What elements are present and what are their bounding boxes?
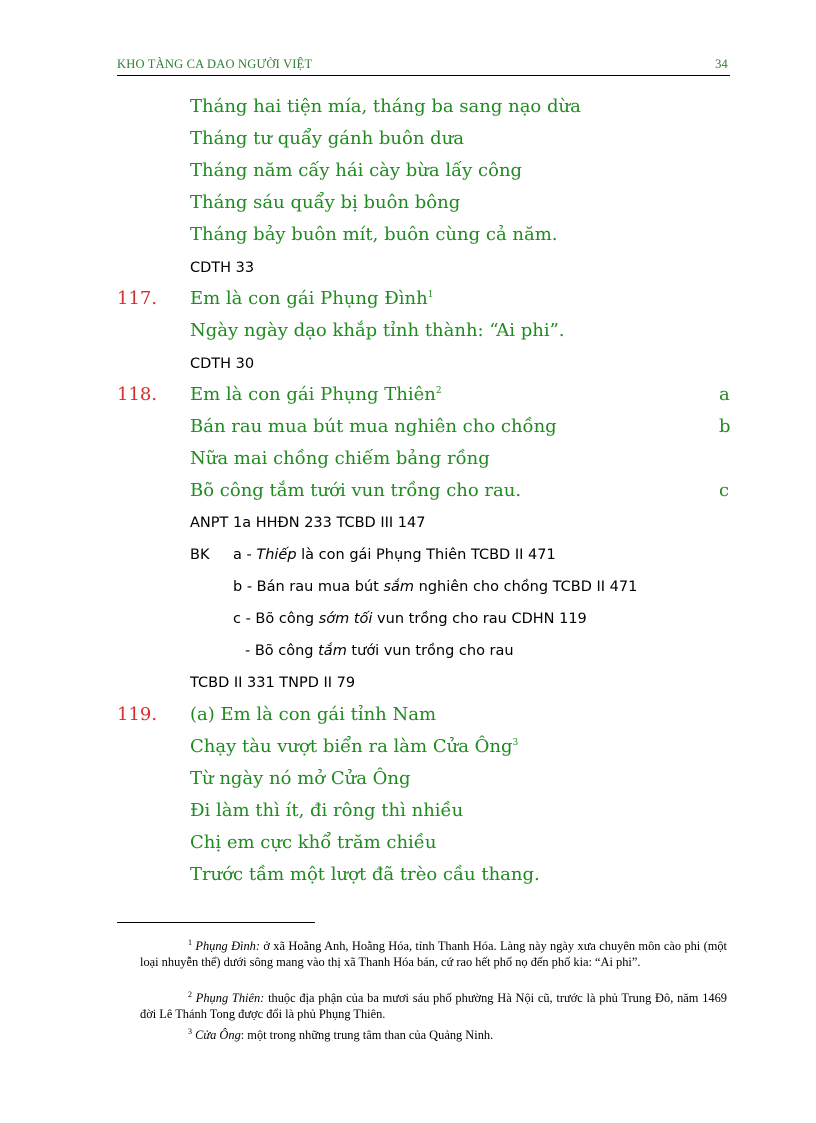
verse-text: Em là con gái Phụng Thiên: [190, 384, 436, 405]
verse-line: Đi làm thì ít, đi rông thì nhiều: [190, 800, 464, 821]
verse-line: Bán rau mua bút mua nghiên cho chồng: [190, 416, 557, 437]
footnote-term: Phụng Đình:: [195, 939, 261, 953]
footnote: [140, 990, 727, 1022]
verse-line: Từ ngày nó mở Cửa Ông: [190, 768, 411, 789]
verse-line: Tháng sáu quẩy bị buôn bông: [190, 192, 461, 213]
variant-text: a -: [233, 547, 257, 563]
variant-note: [233, 547, 556, 563]
verse-line: [190, 736, 518, 757]
entry-number: 118.: [117, 384, 158, 405]
entry-number: 119.: [117, 704, 158, 725]
entry-number: 117.: [117, 288, 158, 309]
verse-line: Chị em cực khổ trăm chiều: [190, 832, 437, 853]
source-reference: CDTH 30: [190, 356, 255, 372]
footnote-marker: 1: [427, 290, 434, 300]
source-reference: CDTH 33: [190, 260, 255, 276]
footnote-term: Cửa Ông: [195, 1028, 241, 1042]
header-title: KHO TÀNG CA DAO NGƯỜI VIỆT: [117, 57, 313, 71]
variant-marker: b: [719, 416, 731, 437]
footnote-number: 1: [188, 937, 192, 947]
variant-emphasis: tắm: [318, 643, 347, 659]
variant-emphasis: sớm tối: [318, 611, 373, 627]
variant-text: b - Bán rau mua bút: [233, 579, 384, 595]
verse-line: Nữa mai chồng chiếm bảng rồng: [190, 448, 490, 469]
page-number: 34: [715, 57, 728, 71]
footnote-number: 3: [188, 1026, 192, 1036]
variant-text: vun trồng cho rau CDHN 119: [372, 611, 587, 627]
footnote-text: thuộc địa phận của ba mươi sáu phố phường Hà Nội cũ, trước là phủ Trung Đô, năm 1469 đời Lê Thánh Tong được đổi là phủ Phụng Thiên.: [140, 991, 727, 1021]
variant-emphasis: sắm: [383, 579, 415, 595]
variant-marker: a: [719, 384, 730, 405]
footnote-marker: 3: [512, 738, 519, 748]
variant-text: - Bõ công: [245, 643, 319, 659]
variant-emphasis: Thiếp: [256, 547, 297, 563]
footnote-marker: 2: [435, 386, 442, 396]
verse-line: Trước tầm một lượt đã trèo cầu thang.: [190, 864, 540, 885]
verse-text: Chạy tàu vượt biển ra làm Cửa Ông: [190, 736, 513, 757]
footnote-text: ở xã Hoằng Anh, Hoằng Hóa, tỉnh Thanh Hóa. Làng này ngày xưa chuyên môn cào phi (một loại nhuyễn thể) dưới sông mang vào thị xã Thanh Hóa bán, cứ rao hết phố nọ đến phố kia: “Ai phi”.: [140, 939, 727, 969]
variant-text: tưới vun trồng cho rau: [346, 643, 514, 659]
source-reference: TCBD II 331 TNPD II 79: [190, 675, 356, 691]
variant-text: nghiên cho chồng TCBD II 471: [414, 579, 638, 595]
variant-marker: c: [719, 480, 730, 501]
variant-note: [233, 579, 637, 595]
verse-line: Tháng bảy buôn mít, buôn cùng cả năm.: [190, 224, 558, 245]
verse-text: Em là con gái Phụng Đình: [190, 288, 428, 309]
verse-line: Bõ công tắm tưới vun trồng cho rau.: [190, 480, 522, 501]
variant-text: là con gái Phụng Thiên TCBD II 471: [296, 547, 556, 563]
footnote-number: 2: [188, 989, 192, 999]
footnote-term: Phụng Thiên:: [195, 991, 265, 1005]
verse-line: Tháng hai tiện mía, tháng ba sang nạo dừa: [190, 96, 581, 117]
footnote: [140, 938, 727, 970]
verse-line: (a) Em là con gái tỉnh Nam: [190, 704, 437, 725]
verse-line: Tháng tư quẩy gánh buôn dưa: [190, 128, 465, 149]
page-header: [117, 55, 730, 76]
footnote: [140, 1027, 727, 1043]
source-reference: ANPT 1a HHĐN 233 TCBD III 147: [190, 515, 426, 531]
variant-note: [245, 643, 514, 659]
variant-text: c - Bõ công: [233, 611, 319, 627]
bk-label: BK: [190, 547, 210, 563]
verse-line: Tháng năm cấy hái cày bừa lấy công: [190, 160, 523, 181]
verse-line: [190, 288, 433, 309]
verse-line: [190, 384, 442, 405]
footnote-text: : một trong những trung tâm than của Quảng Ninh.: [240, 1028, 494, 1042]
variant-note: [233, 611, 587, 627]
footnote-divider: [117, 922, 315, 923]
verse-line: Ngày ngày dạo khắp tỉnh thành: “Ai phi”.: [190, 320, 565, 341]
